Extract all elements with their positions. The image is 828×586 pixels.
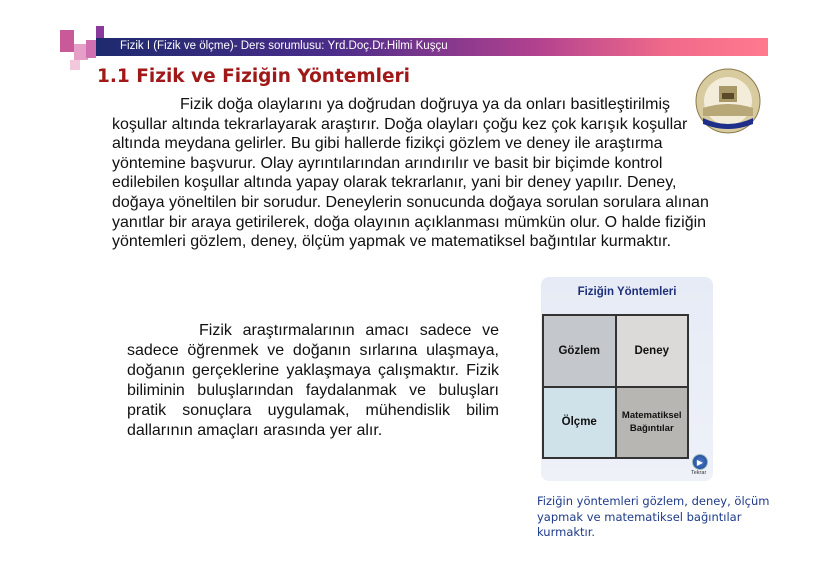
- methods-grid: [542, 314, 689, 459]
- cell-olcme[interactable]: Ölçme: [543, 387, 616, 459]
- cell-matematiksel[interactable]: Matematiksel Bağıntılar: [616, 387, 689, 459]
- paragraph-1-text: Fizik doğa olaylarını ya doğrudan doğruya ya da onları basitleştirilmiş koşullar altında tekrarlayarak araştırır. Doğa olayları çoğu kez çok karışık koşullar altında meydana gelirler. Bu gibi hallerde fizikçi gözlem ve deney ile araştırma yöntemine başvurur. Olay ayrıntılarından arındırılır ve basit bir biçimde kontrol edilebilen koşullar altında yapay olarak tekrarlanır, yani bir deney yapılır. Deney, doğaya yöneltilen bir sorudur. Deneylerin sonucunda doğaya sorulan sorulara alınan yanıtlar bir araya getirilerek, doğa olayının açıklanması mümkün olur. O halde fiziğin yöntemleri gözlem, deney, ölçüm yapmak ve matematiksel bağıntılar kurmaktır.: [112, 96, 709, 251]
- replay-label: Tekrar: [691, 470, 707, 476]
- play-icon: ▶: [696, 457, 704, 467]
- decor-square: [96, 26, 104, 38]
- replay-button[interactable]: [692, 454, 708, 470]
- paragraph-1: [112, 95, 717, 252]
- course-line: Fizik I (Fizik ve ölçme)- Ders sorumlusu: Yrd.Doç.Dr.Hilmi Kuşçu: [120, 40, 448, 52]
- methods-widget: [541, 277, 713, 481]
- cell-gozlem[interactable]: Gözlem: [543, 315, 616, 387]
- paragraph-2: [127, 321, 499, 440]
- widget-title: Fiziğin Yöntemleri: [577, 286, 677, 298]
- decor-square: [60, 30, 74, 52]
- caption: Fiziğin yöntemleri gözlem, deney, ölçüm yapmak ve matematiksel bağıntılar kurmaktır.: [537, 494, 770, 539]
- page-title: 1.1 Fizik ve Fiziğin Yöntemleri: [97, 66, 410, 87]
- decor-square: [86, 40, 96, 58]
- decor-square: [70, 60, 80, 70]
- cell-deney[interactable]: Deney: [616, 315, 689, 387]
- paragraph-2-text: Fizik araştırmalarının amacı sadece ve sadece öğrenmek ve doğanın sırlarına ulaşmaya, doğanın gerçeklerine yaklaşmaya çalışmaktır. Fizik biliminin buluşlarından faydalanmak ve buluşları pratik sonuçlara uygulamak, mühendislik bilim dallarının amaçları arasında yer alır.: [127, 322, 499, 439]
